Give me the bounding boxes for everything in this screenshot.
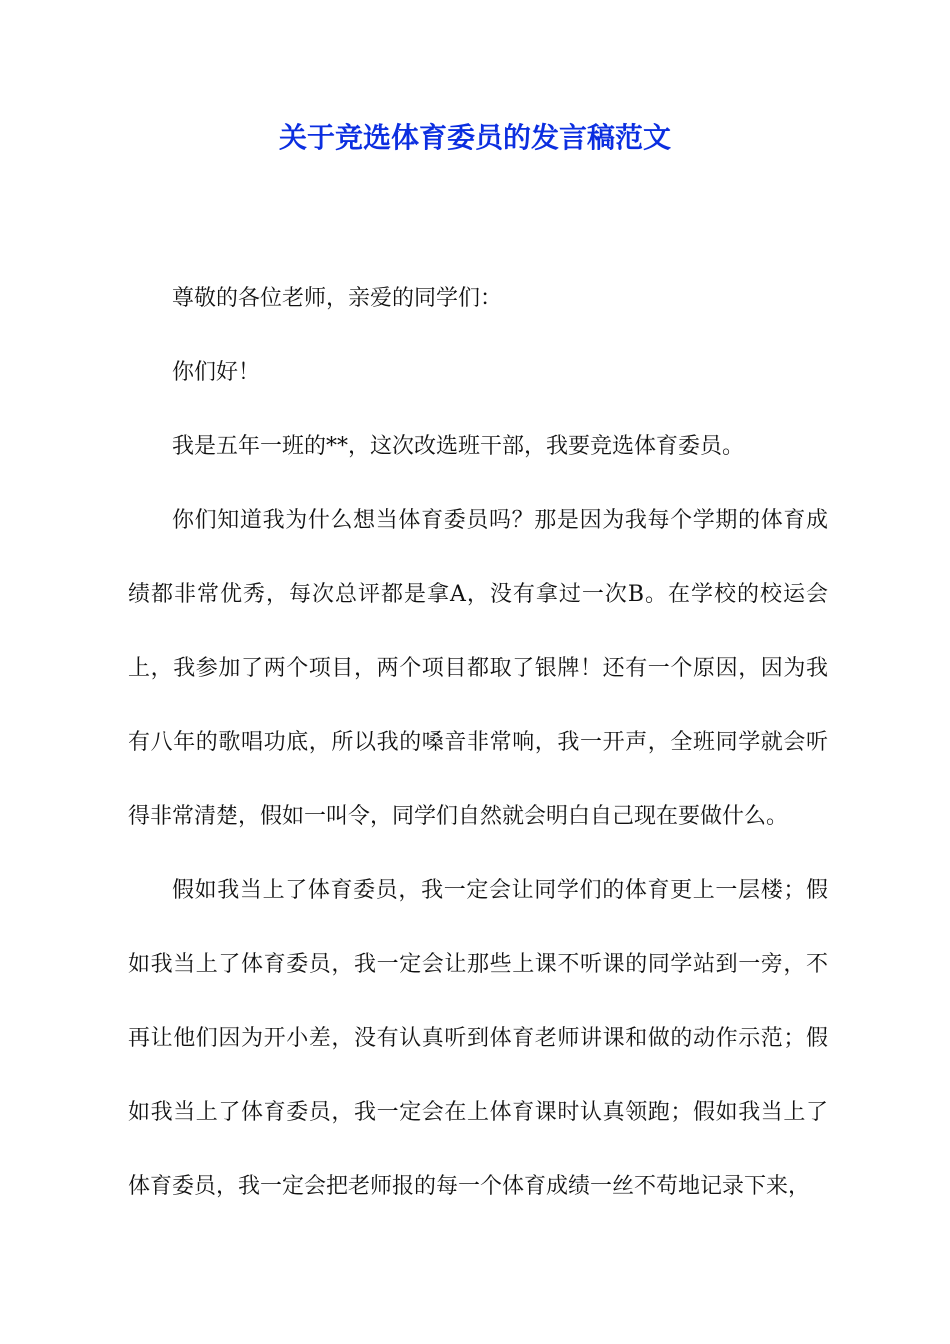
introduction-paragraph: 我是五年一班的**，这次改选班干部，我要竞选体育委员。 (172, 434, 745, 459)
pledges-paragraph: 假如我当上了体育委员，我一定会让同学们的体育更上一层楼；假如我当上了体育委员，我一定会让那些上课不听课的同学站到一旁，不再让他们因为开小差，没有认真听到体育老师讲课和做的动作示范；假如我当上了体育委员，我一定会在上体育课时认真领跑；假如我当上了体育委员，我一定会把老师报的每一个体育成绩一丝不苟地记录下来， (128, 878, 828, 1199)
document-title: 关于竞选体育委员的发言稿范文 (278, 121, 671, 154)
document-body (128, 262, 828, 1224)
salutation-paragraph: 尊敬的各位老师，亲爱的同学们： (172, 286, 503, 311)
greeting-paragraph: 你们好！ (172, 360, 261, 385)
reasons-paragraph: 你们知道我为什么想当体育委员吗？那是因为我每个学期的体育成绩都非常优秀，每次总评都是拿A，没有拿过一次B。在学校的校运会上，我参加了两个项目，两个项目都取了银牌！还有一个原因，因为我有八年的歌唱功底，所以我的嗓音非常响，我一开声，全班同学就会听得非常清楚，假如一叫令，同学们自然就会明白自己现在要做什么。 (128, 508, 828, 829)
